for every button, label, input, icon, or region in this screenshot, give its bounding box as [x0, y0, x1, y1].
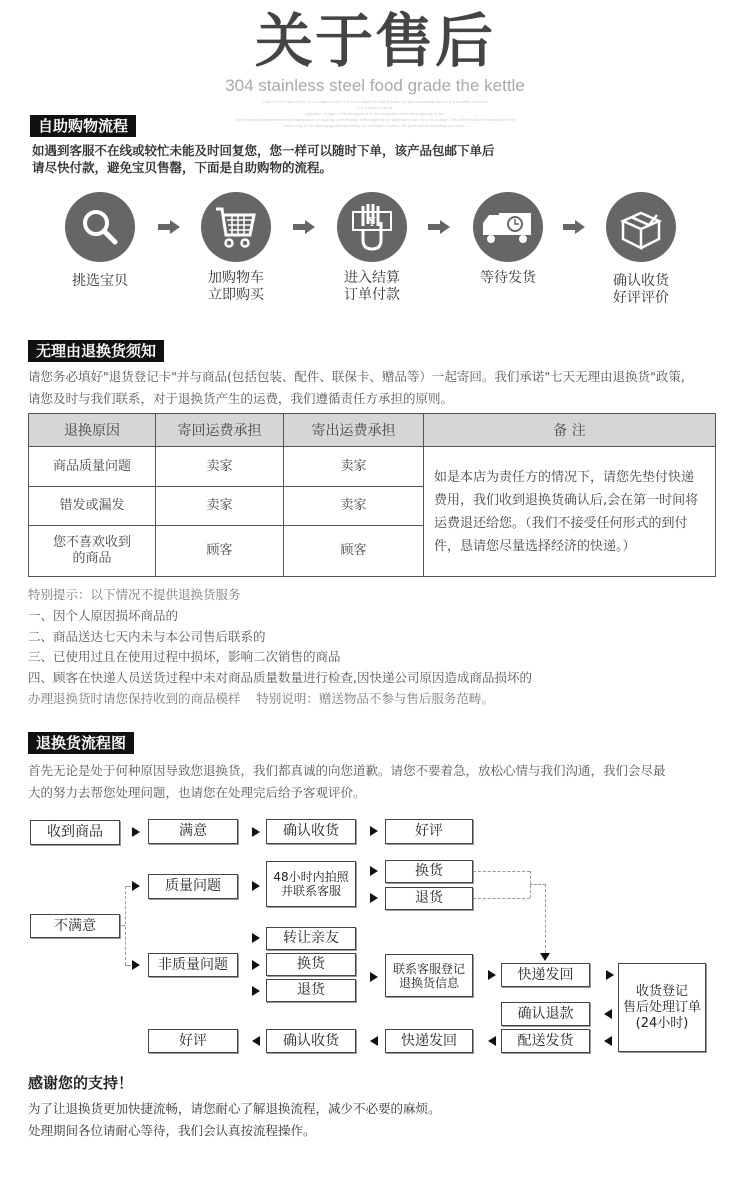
- special-note: 四、顾客在快递人员送货过程中未对商品质量数量进行检查,因快递公司原因造成商品损坏的: [28, 670, 532, 686]
- arrow-right-icon: [370, 893, 378, 903]
- arrow-right-icon: [252, 827, 260, 837]
- step-label-line: 确认收货: [613, 273, 669, 289]
- step-label-line: 立即购买: [208, 287, 264, 303]
- intro-line: 请您务必填好"退货登记卡"并与商品(包括包装、配件、联保卡、赠品等）一起寄回。我们承诺"七天无理由退换货"政策,: [28, 369, 685, 384]
- connector-line: [125, 886, 126, 965]
- faint-line: Youth means a temperamental predominance of courage over timidity, of the appetite for adventure over the love of ease. This often exists in a man of 60 more: [234, 117, 516, 122]
- step-label-line: 进入结算: [344, 270, 400, 286]
- arrow-right-icon: [132, 881, 140, 891]
- flow-box-ship-back: 快递发回: [385, 1029, 473, 1053]
- table-cell: 商品质量问题: [29, 447, 156, 487]
- faint-line: agination, a vigor of the emotions; it is the freshness of the deep springs of life.: [305, 111, 445, 116]
- step-label: [181, 270, 291, 304]
- special-note: 二、商品送达七天内未与本公司售后联系的: [28, 628, 266, 644]
- step-label-line: 等待发货: [480, 270, 536, 286]
- arrow-right-icon: [132, 827, 140, 837]
- flow-box-quality-issue: 质量问题: [148, 874, 238, 899]
- arrow-left-icon: [370, 1036, 378, 1046]
- flow-box-exchange: 换货: [385, 860, 473, 883]
- arrow-right-icon: [370, 866, 378, 876]
- intro-line: 如遇到客服不在线或较忙未能及时回复您，您一样可以随时下单，该产品包邮下单后: [32, 143, 495, 158]
- table-cell: 错发或漏发: [29, 487, 156, 526]
- flow-box-unsatisfied: 不满意: [30, 914, 120, 938]
- page-subtitle: 304 stainless steel food grade the kettle: [225, 76, 525, 95]
- flow-box-exchange: 换货: [266, 953, 356, 976]
- table-header: 备 注: [424, 414, 716, 447]
- step-label-line: 好评评价: [613, 290, 669, 306]
- special-note: 一、因个人原因损坏商品的: [28, 607, 179, 623]
- step-label: [45, 273, 155, 290]
- arrow-left-icon: [604, 1009, 612, 1019]
- faint-line: than a boy of 20. Nobody grows old merely by a number of years. We grow old by deserting our ideals.: [284, 123, 466, 128]
- arrow-right-icon: [370, 826, 378, 836]
- flow-box-dispatch: 配送发货: [501, 1029, 590, 1053]
- flow-box-photo-48h: 48小时内拍照 并联系客服: [266, 861, 356, 907]
- step-label: [317, 270, 427, 304]
- faint-line: l, a quality of the im: [357, 105, 393, 110]
- thanks-line: 处理期间各位请耐心等待，我们会认真按流程操作。: [28, 1123, 316, 1138]
- table-header-row: [29, 414, 716, 447]
- search-icon: [65, 192, 135, 262]
- step-label: [586, 273, 696, 307]
- table-cell: 卖家: [284, 447, 424, 487]
- arrow-right-icon: [158, 220, 180, 234]
- section-heading-flow: 退换货流程图: [28, 732, 134, 754]
- flow-box-non-quality-issue: 非质量问题: [148, 953, 238, 977]
- arrow-right-icon: [293, 220, 315, 234]
- thanks-heading: 感谢您的支持！: [28, 1074, 134, 1092]
- table-cell: 卖家: [156, 487, 284, 526]
- section-heading-returns-notice: 无理由退换货须知: [28, 340, 164, 362]
- page-title: 关于售后: [254, 7, 495, 75]
- table-header: 寄出运费承担: [284, 414, 424, 447]
- arrow-right-icon: [488, 970, 496, 980]
- table-note: 如是本店为责任方的情况下，请您先垫付快递费用，我们收到退换货确认后,会在第一时间将运费退还给您。（我们不接受任何形式的到付件，恳请您尽量选择经济的快递。）: [424, 447, 716, 577]
- special-note: 办理退换货时请您保持收到的商品模样 特别说明：赠送物品不参与售后服务范畴。: [28, 690, 494, 706]
- intro-line: 请您及时与我们联系，对于退换货产生的运费，我们遵循责任方承担的原则。: [28, 391, 454, 406]
- flow-box-good-review: 好评: [385, 819, 473, 844]
- arrow-right-icon: [370, 972, 378, 982]
- flow-box-transfer: 转让亲友: [266, 927, 356, 950]
- arrow-left-icon: [252, 1036, 260, 1046]
- table-cell: 您不喜欢收到的商品: [29, 526, 156, 577]
- arrow-right-icon: [252, 933, 260, 943]
- thanks-line: 为了让退换货更加快捷流畅，请您耐心了解退换流程，减少不必要的麻烦。: [28, 1101, 441, 1116]
- package-box-icon: [606, 192, 676, 262]
- step-label-line: 订单付款: [344, 287, 400, 303]
- arrow-right-icon: [252, 960, 260, 970]
- flow-box-return: 退货: [266, 979, 356, 1002]
- table-cell: 卖家: [156, 447, 284, 487]
- arrow-right-icon: [563, 220, 585, 234]
- flow-box-confirm-refund: 确认退款: [501, 1002, 590, 1026]
- flow-box-confirm-receipt: 确认收货: [266, 1029, 356, 1053]
- arrow-right-icon: [606, 970, 614, 980]
- flow-box-confirm-receipt: 确认收货: [266, 819, 356, 844]
- flow-box-contact-service: 联系客服登记 退换货信息: [385, 954, 473, 997]
- connector-line: [530, 884, 545, 885]
- arrow-right-icon: [252, 881, 260, 891]
- arrow-left-icon: [604, 1036, 612, 1046]
- step-label-line: 挑选宝贝: [72, 273, 128, 289]
- faint-line: Youth is not a time of life; it is a state of mind; it is not a matter of rosy cheeks, red lips and supple knees; it is a matter of the wil: [262, 99, 488, 104]
- flow-box-satisfied: 满意: [148, 819, 238, 844]
- step-label: [453, 270, 563, 287]
- yen-symbol: ¥: [368, 215, 376, 229]
- intro-line: 首先无论是处于何种原因导致您退换货，我们都真诚的向您道歉。请您不要着急，放松心情与我们沟通，我们会尽最: [28, 763, 666, 778]
- table-header: 退换原因: [29, 414, 156, 447]
- arrow-right-icon: [132, 960, 140, 970]
- delivery-truck-icon: [473, 192, 543, 262]
- special-note: 特别提示：以下情况不提供退换货服务: [28, 587, 241, 602]
- step-label-line: 加购物车: [208, 270, 264, 286]
- connector-line: [125, 965, 131, 966]
- arrow-right-icon: [428, 220, 450, 234]
- intro-line: 请尽快付款，避免宝贝售罄，下面是自助购物的流程。: [32, 160, 333, 175]
- connector-line: [473, 871, 530, 872]
- table-cell: 顾客: [156, 526, 284, 577]
- connector-line: [545, 884, 546, 953]
- shopping-cart-icon: [201, 192, 271, 262]
- flow-box-return: 退货: [385, 887, 473, 910]
- flow-box-received: 收到商品: [30, 820, 120, 845]
- flow-box-register: 收货登记 售后处理订单 (24小时): [618, 963, 706, 1052]
- intro-line: 大的努力去帮您处理问题，也请您在处理完后给予客观评价。: [28, 785, 366, 800]
- connector-line: [125, 886, 131, 887]
- table-cell: 卖家: [284, 487, 424, 526]
- returns-table: [28, 413, 716, 577]
- table-cell: 顾客: [284, 526, 424, 577]
- connector-line: [473, 898, 530, 899]
- faint-text: [165, 99, 585, 129]
- flow-box-ship-back: 快递发回: [501, 963, 590, 987]
- special-note: 三、已使用过且在使用过程中损坏，影响二次销售的商品: [28, 649, 341, 665]
- table-header: 寄回运费承担: [156, 414, 284, 447]
- arrow-right-icon: [252, 986, 260, 996]
- payment-hand-icon: [337, 192, 407, 262]
- section-heading-self-service: 自助购物流程: [30, 115, 136, 137]
- arrow-left-icon: [488, 1036, 496, 1046]
- table-row: [29, 447, 716, 487]
- flow-box-good-review: 好评: [148, 1029, 238, 1053]
- arrow-down-icon: [540, 953, 550, 961]
